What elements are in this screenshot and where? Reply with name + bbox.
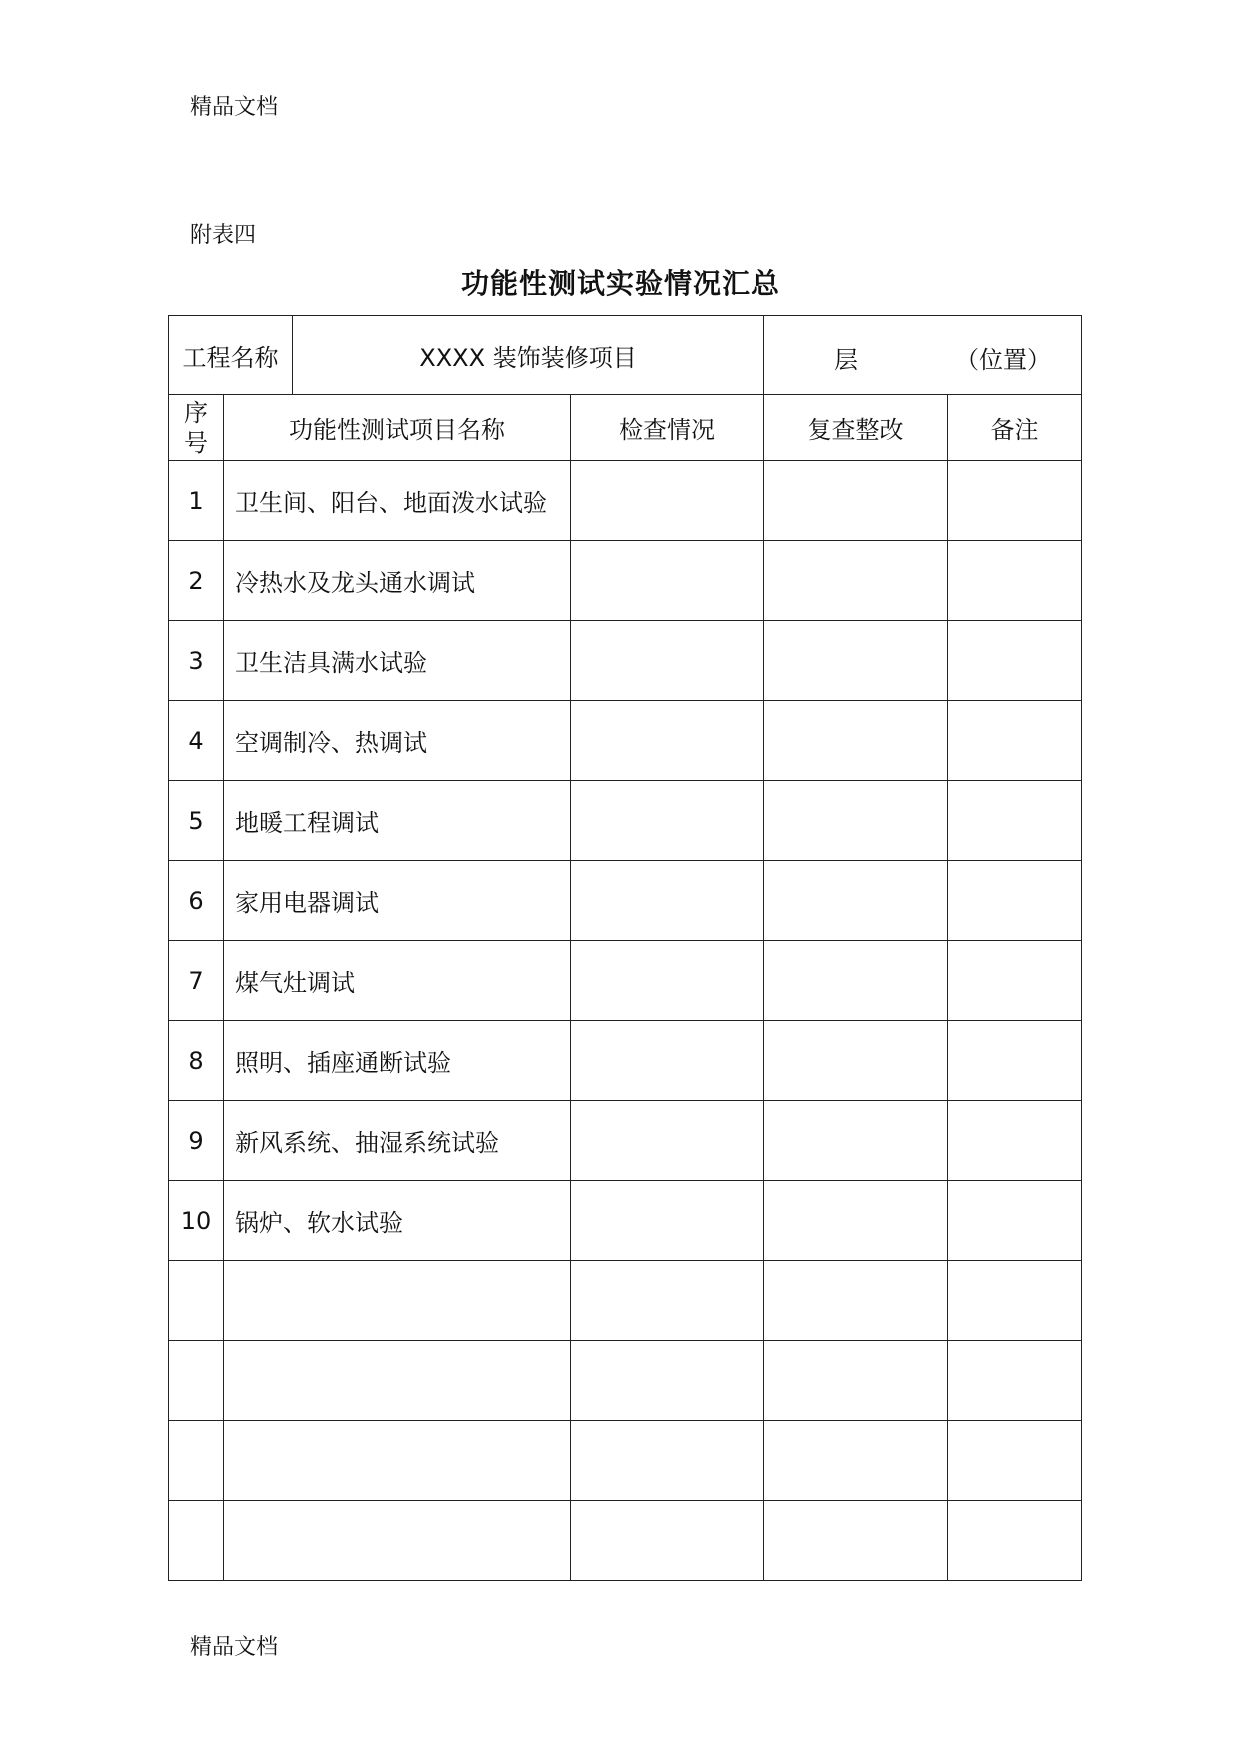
row-recheck-cell <box>764 1341 948 1421</box>
column-header-row <box>169 395 1082 461</box>
row-check-cell <box>571 1181 764 1261</box>
floor-label: 层 <box>834 346 858 374</box>
row-remark-cell <box>948 541 1082 621</box>
row-check-cell <box>571 1101 764 1181</box>
column-header-item: 功能性测试项目名称 <box>224 395 571 461</box>
row-check-cell <box>571 861 764 941</box>
row-seq: 8 <box>169 1021 224 1101</box>
page-footer: 精品文档 <box>190 1635 279 1660</box>
row-remark-cell <box>948 1181 1082 1261</box>
row-recheck-cell <box>764 1101 948 1181</box>
row-check-cell <box>571 1341 764 1421</box>
row-seq: 3 <box>169 621 224 701</box>
column-header-remark: 备注 <box>948 395 1082 461</box>
row-remark-cell <box>948 701 1082 781</box>
row-remark-cell <box>948 1501 1082 1581</box>
table-row <box>169 701 1082 781</box>
row-check-cell <box>571 701 764 781</box>
table-row <box>169 541 1082 621</box>
row-recheck-cell <box>764 461 948 541</box>
row-remark-cell <box>948 941 1082 1021</box>
row-recheck-cell <box>764 941 948 1021</box>
table-row <box>169 1261 1082 1341</box>
project-floor-cell <box>764 316 1082 395</box>
row-seq: 9 <box>169 1101 224 1181</box>
row-seq: 2 <box>169 541 224 621</box>
location-label: （位置） <box>955 346 1051 374</box>
row-remark-cell <box>948 1341 1082 1421</box>
row-seq: 4 <box>169 701 224 781</box>
row-item-name <box>224 1501 571 1581</box>
page-header: 精品文档 <box>190 95 279 120</box>
row-seq <box>169 1261 224 1341</box>
row-recheck-cell <box>764 1421 948 1501</box>
row-seq <box>169 1421 224 1501</box>
row-recheck-cell <box>764 701 948 781</box>
row-check-cell <box>571 1421 764 1501</box>
row-remark-cell <box>948 861 1082 941</box>
table-row <box>169 781 1082 861</box>
row-remark-cell <box>948 1021 1082 1101</box>
table-row <box>169 1101 1082 1181</box>
row-item-name: 冷热水及龙头通水调试 <box>224 541 571 621</box>
table-row <box>169 941 1082 1021</box>
page-title: 功能性测试实验情况汇总 <box>460 267 780 300</box>
row-check-cell <box>571 781 764 861</box>
table-row <box>169 621 1082 701</box>
row-item-name: 煤气灶调试 <box>224 941 571 1021</box>
table-row <box>169 1181 1082 1261</box>
row-recheck-cell <box>764 1021 948 1101</box>
row-check-cell <box>571 1261 764 1341</box>
row-item-name: 地暖工程调试 <box>224 781 571 861</box>
project-name-label: 工程名称 <box>169 316 293 395</box>
row-seq: 1 <box>169 461 224 541</box>
row-remark-cell <box>948 781 1082 861</box>
row-remark-cell <box>948 1101 1082 1181</box>
row-item-name: 家用电器调试 <box>224 861 571 941</box>
row-check-cell <box>571 461 764 541</box>
row-recheck-cell <box>764 1261 948 1341</box>
row-item-name: 空调制冷、热调试 <box>224 701 571 781</box>
column-header-recheck: 复查整改 <box>764 395 948 461</box>
table-row <box>169 1341 1082 1421</box>
seq-header-line1: 序 <box>184 398 208 427</box>
project-row <box>169 316 1082 395</box>
test-summary-table <box>168 315 1082 1581</box>
row-item-name <box>224 1421 571 1501</box>
row-item-name: 照明、插座通断试验 <box>224 1021 571 1101</box>
row-item-name <box>224 1341 571 1421</box>
row-seq: 6 <box>169 861 224 941</box>
row-item-name: 卫生洁具满水试验 <box>224 621 571 701</box>
row-recheck-cell <box>764 1181 948 1261</box>
appendix-label: 附表四 <box>190 223 257 248</box>
project-name-value: XXXX 装饰装修项目 <box>293 316 764 395</box>
row-recheck-cell <box>764 1501 948 1581</box>
row-recheck-cell <box>764 861 948 941</box>
row-remark-cell <box>948 621 1082 701</box>
table-row <box>169 861 1082 941</box>
row-check-cell <box>571 1501 764 1581</box>
row-remark-cell <box>948 1261 1082 1341</box>
row-item-name: 锅炉、软水试验 <box>224 1181 571 1261</box>
row-seq: 10 <box>169 1181 224 1261</box>
row-seq <box>169 1501 224 1581</box>
row-seq <box>169 1341 224 1421</box>
row-check-cell <box>571 541 764 621</box>
row-seq: 5 <box>169 781 224 861</box>
row-check-cell <box>571 941 764 1021</box>
row-recheck-cell <box>764 781 948 861</box>
table-row <box>169 461 1082 541</box>
seq-header-line2: 号 <box>184 428 208 457</box>
row-check-cell <box>571 1021 764 1101</box>
row-recheck-cell <box>764 621 948 701</box>
table-row <box>169 1501 1082 1581</box>
table-row <box>169 1021 1082 1101</box>
row-recheck-cell <box>764 541 948 621</box>
row-remark-cell <box>948 1421 1082 1501</box>
row-remark-cell <box>948 461 1082 541</box>
row-item-name <box>224 1261 571 1341</box>
row-check-cell <box>571 621 764 701</box>
column-header-check: 检查情况 <box>571 395 764 461</box>
row-item-name: 新风系统、抽湿系统试验 <box>224 1101 571 1181</box>
table-row <box>169 1421 1082 1501</box>
column-header-seq <box>169 395 224 461</box>
row-seq: 7 <box>169 941 224 1021</box>
row-item-name: 卫生间、阳台、地面泼水试验 <box>224 461 571 541</box>
